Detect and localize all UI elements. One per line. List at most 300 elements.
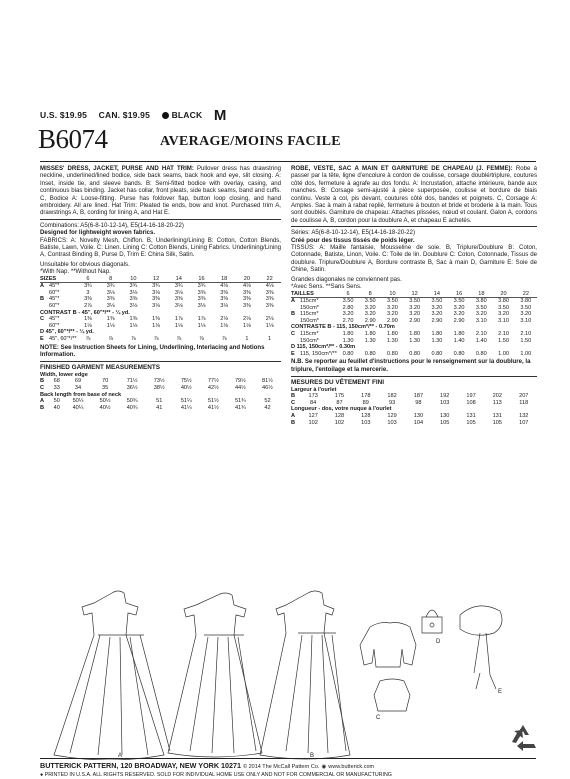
table-row xyxy=(40,296,281,303)
row-value: 50½ xyxy=(99,398,111,405)
price-us: U.S. $19.95 xyxy=(40,110,88,120)
row-value: 33 xyxy=(53,385,60,392)
row-value: 3⅜ xyxy=(265,289,274,296)
size-header: 8 xyxy=(359,291,381,298)
color-band-swatch xyxy=(162,112,169,119)
row-value: 118 xyxy=(519,399,529,406)
row-width: 115cm* xyxy=(300,311,319,318)
row-value: 3 xyxy=(86,289,90,296)
row-key xyxy=(291,318,300,325)
nap-en: *With Nap. **Without Nap. xyxy=(40,268,111,276)
row-value: 130 xyxy=(440,413,450,420)
row-value: 3.50 xyxy=(342,298,354,305)
hat-trim-e-drawing xyxy=(460,606,502,689)
finished-title-en: FINISHED GARMENT MEASUREMENTS xyxy=(40,361,281,371)
row-value: 89 xyxy=(362,399,369,406)
contrast-b-row-text: CONTRAST B - 45", 60"*/** - ¼ yd. xyxy=(40,309,130,316)
row-value: 2.90 xyxy=(453,317,465,324)
footer-line xyxy=(40,761,536,770)
row-value: 51¾ xyxy=(234,398,246,405)
row-value: 1.30 xyxy=(409,337,421,344)
row-value: 131 xyxy=(466,413,476,420)
row-value: 3⅜ xyxy=(242,289,251,296)
row-width: 150cm* xyxy=(300,304,319,311)
table-row xyxy=(291,413,537,420)
row-value: 1.80 xyxy=(409,331,421,338)
table-row xyxy=(40,316,281,323)
size-header: 6 xyxy=(77,276,100,283)
table-row xyxy=(40,290,281,297)
row-value: 3.20 xyxy=(475,311,487,318)
row-value: 3⅛ xyxy=(106,289,115,296)
row-value: 1.30 xyxy=(364,337,376,344)
row-value: 104 xyxy=(413,419,424,426)
row-value: 0.80 xyxy=(431,350,443,357)
fabric-note-en: Designed for lightweight woven fabrics. xyxy=(40,229,156,237)
size-header: 8 xyxy=(99,276,122,283)
row-value: 3.50 xyxy=(520,304,532,311)
size-header: 22 xyxy=(258,276,281,283)
fabrics-fr: TISSUS: A: Maille fantaisie, Mousseline de soie. B, Triplure/Doublure B: Coton, Cotonnade, Batiste, Linon, Voile. C: Toile de lin. Doublure C: Coton, Cotonnade, Tissus de doublure. Triplure/Doublure A, Bordure contraste B, Sac à main D, Garniture E: Soie de Chine, Satin. xyxy=(291,244,537,274)
sizes-label: TAILLES xyxy=(291,291,337,298)
row-value: 0.80 xyxy=(342,350,354,357)
row-value: 51½ xyxy=(207,398,219,405)
size-header: 18 xyxy=(213,276,236,283)
row-value: 46½ xyxy=(262,385,273,392)
dress-a-back-drawing xyxy=(54,591,170,760)
row-value: 41½ xyxy=(207,404,219,411)
note-en: NOTE: See Instruction Sheets for Lining, Underlining, Interlacing and Notions Information. xyxy=(40,343,265,359)
row-value: 1⅞ xyxy=(197,316,206,323)
description-en xyxy=(40,165,281,217)
row-value: ⅞ xyxy=(153,336,159,343)
row-value: 40¾ xyxy=(126,404,138,411)
table-row xyxy=(291,318,537,325)
row-value: 3.50 xyxy=(387,298,398,305)
row-value: 0.80 xyxy=(475,350,487,357)
row-value: 84 xyxy=(310,399,317,406)
row-width: 45"* xyxy=(49,283,60,290)
row-value: 71½ xyxy=(126,378,138,385)
row-value: 1.00 xyxy=(498,350,509,357)
row-value: 3¾ xyxy=(84,283,92,290)
width-label-text: Largeur à l'ourlet xyxy=(291,386,337,393)
row-value: 1.80 xyxy=(453,331,465,338)
row-value: 75½ xyxy=(180,378,192,385)
row-value: 3.50 xyxy=(431,298,443,305)
row-value: 41 xyxy=(156,404,163,411)
row-value: 3.80 xyxy=(498,298,509,305)
divider xyxy=(40,219,281,220)
row-value: 3⅜ xyxy=(152,296,160,303)
row-value: 107 xyxy=(519,419,529,426)
description-en-text: Pullover dress has drawstring neckline, underlined/lined bodice, side back seams, back hook and eye, slit closing. A: Inset, inside tie, and sleeve bands. B: Semi-fitted bodice with overlay, casing, and continuous bias binding. Jacket has collar, front pleats, side back seams, band and cuffs. C, Bodice A: Loose-fitting. Purse has foldover flap, button loop closing, and hand embroidery. All are lined. Hat Trim: Pleated tie ends, bow and knot. Purchased trim A, drawstrings A, B, cording for lining A, and Hat E. xyxy=(40,165,281,217)
row-value: 34 xyxy=(74,385,82,392)
row-value: 0.80 xyxy=(409,350,421,357)
row-value: 77½ xyxy=(207,378,219,385)
row-value: 1⅜ xyxy=(106,316,115,323)
size-header: 20 xyxy=(492,291,514,298)
row-value: ⅞ xyxy=(108,336,113,343)
row-value: 41¼ xyxy=(180,404,192,411)
row-value: 3.80 xyxy=(475,298,487,305)
row-key: B xyxy=(40,296,45,303)
row-value: 3⅜ xyxy=(197,289,206,296)
row-value: 2⅛ xyxy=(242,316,251,323)
table-row xyxy=(40,283,281,290)
color-band: BLACK xyxy=(171,110,203,120)
row-value: 1⅛ xyxy=(152,322,160,329)
row-value: 3.80 xyxy=(520,298,532,305)
note-fr: N.B. Se reporter au feuillet d'instructions pour le renseignement sur la doublure, la triplure, l'entoilage et la mercerie. xyxy=(291,358,531,373)
row-value: 1⅛ xyxy=(129,322,138,329)
row-value: 50¼ xyxy=(72,398,84,405)
length-label-text: Longueur - dos, votre nuque à l'ourlet xyxy=(291,406,392,413)
width-label-text: Width, lower edge xyxy=(40,371,88,378)
price-line xyxy=(40,107,236,124)
row-value: 1⅜ xyxy=(152,316,160,323)
row-value: 3⅜ xyxy=(84,296,92,303)
row-key: C xyxy=(291,399,296,406)
row-value: 2.80 xyxy=(342,304,354,311)
description-fr-title: ROBE, VESTE, SAC À MAIN ET GARNITURE DE CHAPEAU (J. FEMME): xyxy=(291,165,513,172)
row-key: A xyxy=(40,398,45,405)
row-value: 2⅞ xyxy=(84,303,92,310)
row-width: 60"* xyxy=(49,289,60,296)
row-value: 3.10 xyxy=(520,317,532,324)
purse-d-row xyxy=(291,344,537,351)
table-row xyxy=(291,400,537,407)
table-row xyxy=(291,331,537,338)
combinations-en: Combinations: A5(6-8-10-12-14), E5(14-16-18-20-22) xyxy=(40,221,184,229)
row-value: 202 xyxy=(492,393,503,400)
row-value: 3.20 xyxy=(453,311,465,318)
row-value: 2⅛ xyxy=(265,316,274,323)
row-value: 40¼ xyxy=(72,404,84,411)
price-can: CAN. $19.95 xyxy=(98,110,150,120)
row-value: ⅞ xyxy=(85,336,91,343)
row-value: ⅞ xyxy=(176,336,182,343)
row-key: C xyxy=(291,331,296,338)
row-value: 2⅛ xyxy=(220,316,229,323)
size-letter: M xyxy=(213,107,227,124)
description-fr-text: Robe à passer par la tête, ligne d'encolure à cordon de coulisse, corsage doublé/triplure, coutures côté dos, fermeture à agrafe au dos fondu. A: Incrustation, attache intérieure, bande aux manches. B: Corsage semi-ajusté à pièce superposée, coulisse et bordure de biais continu. Veste à col, pis devant, coutures côté dos, bandes et poignets. C, Corsage A: Amples. Sac à main à rabat replié, fermeture à bouton et bride et broderie à la main. Tous sont doublés. Garniture de chapeau: Attaches plissées, nœud et coulant. Galon A, cordons de coulisse A, B, cordon pour la doublure A, et chapeau E achetés. xyxy=(291,165,537,224)
row-value: 103 xyxy=(387,419,397,426)
size-header-row xyxy=(40,276,281,283)
row-value: 1 xyxy=(245,336,249,343)
label-b: B xyxy=(310,753,315,759)
row-value: 197 xyxy=(466,393,476,400)
row-value: 192 xyxy=(440,393,450,400)
table-row xyxy=(291,305,537,312)
row-value: 3⅜ xyxy=(220,289,229,296)
row-value: 105 xyxy=(466,419,476,426)
row-value: 113 xyxy=(492,399,502,406)
row-value: 3.10 xyxy=(475,317,487,324)
width-label xyxy=(291,387,537,394)
row-value: 41¾ xyxy=(234,404,246,411)
row-key xyxy=(40,290,49,297)
row-value: 4⅛ xyxy=(242,283,251,290)
row-value: 182 xyxy=(387,393,397,400)
row-value: ⅞ xyxy=(221,336,227,343)
row-value: 3.20 xyxy=(431,311,443,318)
footer-website: www.butterick.com xyxy=(328,764,375,770)
row-value: 1 xyxy=(268,336,272,343)
table-row xyxy=(40,336,281,343)
row-value: 0.80 xyxy=(387,350,398,357)
row-value: 1.80 xyxy=(342,331,354,338)
row-value: 175 xyxy=(334,393,345,400)
row-value: 132 xyxy=(519,413,529,420)
row-value: 3.50 xyxy=(409,298,421,305)
row-value: 1⅛ xyxy=(242,322,251,329)
row-width: 115cm* xyxy=(300,298,319,305)
row-value: 40 xyxy=(53,404,60,411)
size-header: 10 xyxy=(122,276,145,283)
row-key: C xyxy=(40,316,45,323)
row-value: ⅞ xyxy=(131,336,136,343)
row-key: B xyxy=(40,404,45,411)
row-value: 3.10 xyxy=(498,317,509,324)
row-value: 3⅜ xyxy=(129,296,138,303)
label-c: C xyxy=(376,715,381,721)
row-value: 102 xyxy=(334,419,345,426)
row-value: 3⅛ xyxy=(197,303,206,310)
row-value: 3⅜ xyxy=(220,296,229,303)
row-value: 3.50 xyxy=(453,298,465,305)
row-value: 2.10 xyxy=(498,331,509,338)
size-header-row xyxy=(291,291,537,298)
size-header: 16 xyxy=(190,276,213,283)
unsuitable-en: Unsuitable for obvious diagonals. xyxy=(40,260,130,268)
dress-a-front-drawing xyxy=(168,593,262,757)
row-value: 3⅛ xyxy=(174,303,183,310)
sizes-label: SIZES xyxy=(40,276,77,283)
row-value: 50 xyxy=(53,398,60,405)
row-value: 108 xyxy=(466,399,476,406)
row-key: B xyxy=(291,393,296,400)
length-label xyxy=(40,392,281,399)
difficulty-label: AVERAGE/MOINS FACILE xyxy=(160,134,341,149)
jacket-c-drawing xyxy=(360,623,416,712)
technical-drawings xyxy=(40,585,536,760)
french-column xyxy=(291,165,537,583)
globe-icon: ◉ xyxy=(321,764,327,770)
row-value: 103 xyxy=(361,419,371,426)
row-value: 1⅜ xyxy=(84,316,92,323)
yardage-table-fr xyxy=(291,291,537,358)
row-value: 103 xyxy=(440,399,450,406)
row-value: 1⅛ xyxy=(220,322,229,329)
size-header: 10 xyxy=(381,291,403,298)
row-value: 3.20 xyxy=(364,304,376,311)
row-value: 3¾ xyxy=(129,283,138,290)
row-value: 68 xyxy=(53,378,60,385)
row-value: 3¾ xyxy=(197,283,206,290)
label-e: E xyxy=(498,689,503,695)
row-value: 187 xyxy=(413,393,424,400)
description-fr xyxy=(291,165,537,224)
row-value: 2.90 xyxy=(387,317,398,324)
row-value: 42 xyxy=(264,404,271,411)
row-key: B xyxy=(291,311,296,318)
table-row xyxy=(291,311,537,318)
recycle-icon xyxy=(508,722,538,752)
row-value: 128 xyxy=(361,413,371,420)
row-key: A xyxy=(291,413,296,420)
row-value: 1⅛ xyxy=(197,322,206,329)
row-value: 3⅜ xyxy=(242,303,251,310)
row-value: 98 xyxy=(415,399,422,406)
footer-address: BUTTERICK PATTERN, 120 BROADWAY, NEW YORK 10271 xyxy=(40,761,242,770)
size-header: 20 xyxy=(236,276,259,283)
table-row xyxy=(291,351,537,358)
legal-circle-icon: ● xyxy=(40,772,44,778)
row-value: 3.20 xyxy=(498,311,509,318)
row-value: 52 xyxy=(264,398,271,405)
row-key xyxy=(40,303,49,310)
purse-d-row-text: D 45", 60"*/** - ¼ yd. xyxy=(40,329,94,336)
row-value: 3⅜ xyxy=(265,296,274,303)
row-value: 3.20 xyxy=(520,311,532,318)
row-value: 3¾ xyxy=(152,283,160,290)
row-value: 128 xyxy=(334,413,345,420)
row-value: 35 xyxy=(101,385,109,392)
row-key: A xyxy=(40,283,45,290)
label-d: D xyxy=(436,639,441,645)
row-value: 3⅛ xyxy=(106,303,115,310)
row-value: 1⅛ xyxy=(174,322,183,329)
row-width: 150cm* xyxy=(300,337,319,344)
yardage-table-en xyxy=(40,276,281,343)
row-value: 102 xyxy=(308,419,318,426)
size-header: 12 xyxy=(404,291,426,298)
row-value: 0.80 xyxy=(364,350,376,357)
row-value: 3⅜ xyxy=(106,296,115,303)
fabrics-en: FABRICS: A: Novelty Mesh, Chiffon. B, Underlining/Lining B: Cotton, Cotton Blends, Batiste, Lawn, Voile. C: Linen. Lining C: Cotton Blends, Lining Fabrics. Underlining/Lining A, Contrast Binding B, Purse D, Trim E: China Silk, Satin. xyxy=(40,236,281,259)
row-value: 2.10 xyxy=(520,331,532,338)
table-row xyxy=(291,338,537,345)
divider xyxy=(291,226,537,227)
row-key xyxy=(291,338,300,345)
row-value: 1.50 xyxy=(520,337,532,344)
row-value: 3.20 xyxy=(409,311,421,318)
row-value: 178 xyxy=(361,393,371,400)
size-header: 14 xyxy=(426,291,448,298)
english-column xyxy=(40,165,281,583)
row-value: 3⅛ xyxy=(152,303,160,310)
row-key: C xyxy=(40,385,45,392)
row-value: 51 xyxy=(156,398,163,405)
table-row xyxy=(291,420,537,427)
table-row xyxy=(291,393,537,400)
row-value: 2.90 xyxy=(409,317,421,324)
row-key: B xyxy=(291,419,296,426)
row-width: 115, 150cm*/** xyxy=(300,350,337,357)
row-value: 3.50 xyxy=(364,298,376,305)
row-value: 4⅛ xyxy=(265,283,274,290)
legal-en-text: PRINTED IN U.S.A. ALL RIGHTS RESERVED. SOLD FOR INDIVIDUAL HOME USE ONLY AND NOT FOR COMMERCIAL OR MANUFACTURING xyxy=(44,772,392,778)
row-value: 2.70 xyxy=(342,317,354,324)
row-key xyxy=(291,305,300,312)
purse-d-drawing xyxy=(422,610,442,633)
row-value: 105 xyxy=(440,419,450,426)
row-value: 3.20 xyxy=(387,311,398,318)
row-value: 69 xyxy=(74,378,82,385)
table-row xyxy=(40,303,281,310)
combinations-fr: Séries: A5(6-8-10-12-14), E5(14-16-18-20-22) xyxy=(291,229,415,237)
row-value: 70 xyxy=(101,378,109,385)
row-value: 3.20 xyxy=(431,304,443,311)
row-value: 3⅛ xyxy=(129,303,138,310)
row-value: 207 xyxy=(519,393,529,400)
table-row xyxy=(291,298,537,305)
header-divider xyxy=(40,161,536,162)
row-value: 3⅜ xyxy=(242,296,251,303)
size-header: 22 xyxy=(515,291,537,298)
label-a: A xyxy=(118,753,123,759)
row-value: 3⅜ xyxy=(174,296,183,303)
row-value: 3⅛ xyxy=(220,303,229,310)
row-value: 3.50 xyxy=(498,304,509,311)
row-key: A xyxy=(291,298,296,305)
row-value: 1.40 xyxy=(475,337,487,344)
row-value: 44½ xyxy=(234,385,246,392)
length-label-text: Back length from base of neck xyxy=(40,391,122,398)
size-header: 6 xyxy=(337,291,359,298)
row-value: 3⅜ xyxy=(197,296,206,303)
row-value: 3⅛ xyxy=(129,289,138,296)
dress-b-drawing xyxy=(260,591,350,759)
row-value: 40½ xyxy=(99,404,111,411)
row-value: 3.20 xyxy=(387,304,398,311)
table-row xyxy=(40,398,281,405)
table-row xyxy=(40,385,281,392)
row-value: 40½ xyxy=(180,385,192,392)
row-value: 127 xyxy=(308,413,318,420)
row-value: 87 xyxy=(336,399,343,406)
row-value: 73½ xyxy=(153,378,165,385)
row-value: 3⅜ xyxy=(265,303,274,310)
size-header: 12 xyxy=(145,276,168,283)
row-value: 93 xyxy=(388,399,396,406)
row-value: 4⅛ xyxy=(220,283,229,290)
row-value: 1.30 xyxy=(342,337,354,344)
row-value: 1.30 xyxy=(431,337,443,344)
row-value: ⅞ xyxy=(199,336,204,343)
row-value: 50¾ xyxy=(126,398,138,405)
row-value: 79½ xyxy=(234,378,246,385)
row-value: 129 xyxy=(387,413,397,420)
row-key: B xyxy=(40,378,45,385)
fabric-note-fr: Créé pour des tissus tissés de poids léger. xyxy=(291,236,415,244)
row-value: 1.30 xyxy=(387,337,398,344)
row-value: 2.90 xyxy=(431,317,443,324)
row-value: 1.00 xyxy=(520,350,532,357)
row-value: 81½ xyxy=(262,378,273,385)
row-value: 3.20 xyxy=(453,304,465,311)
row-value: 1.50 xyxy=(498,337,509,344)
row-key: E xyxy=(40,336,44,343)
row-value: 3.20 xyxy=(409,304,421,311)
contrast-b-row xyxy=(40,310,281,317)
size-header: 16 xyxy=(448,291,470,298)
footer-divider xyxy=(40,758,536,759)
row-value: 1.80 xyxy=(364,331,376,338)
row-width: 60"* xyxy=(49,303,60,310)
row-value: 1⅛ xyxy=(265,322,274,329)
